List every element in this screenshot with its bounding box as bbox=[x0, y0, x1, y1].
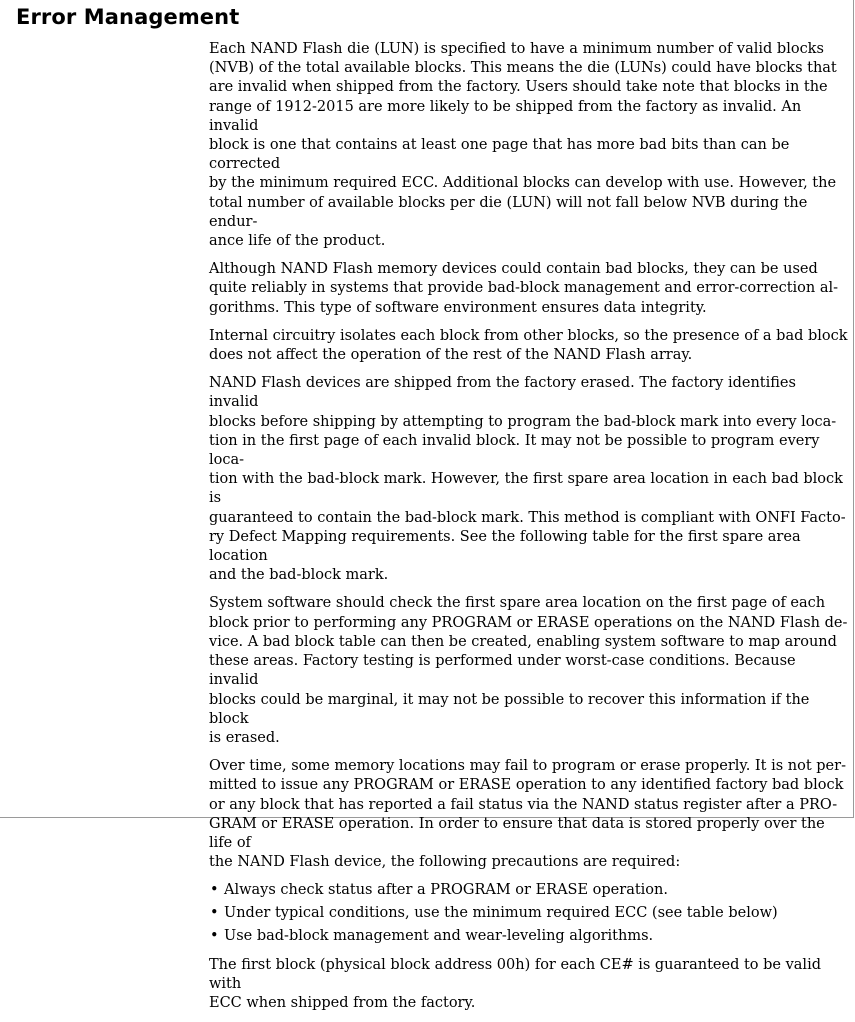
bullet-icon: • bbox=[210, 882, 219, 899]
paragraph-factory-marking: NAND Flash devices are shipped from the factory erased. The factory identifies invalid blocks before shipping by attempting to program the bad-block mark into every loca- tion in the first page of each invalid block. It may not be possible to program every loca- tion with the bad-block mark. However, the first spare area location in each bad block is guaranteed to contain the bad-block mark. This method is compliant with ONFI Facto- ry Defect Mapping requirements. See the following table for the first spare area location and the bad-block mark. bbox=[209, 375, 846, 584]
list-item bbox=[209, 927, 849, 946]
list-item-text: Always check status after a PROGRAM or ERASE operation. bbox=[224, 882, 668, 899]
bullet-icon: • bbox=[210, 928, 219, 945]
paragraph-system-software-check: System software should check the first spare area location on the first page of each block prior to performing any PROGRAM or ERASE operations on the NAND Flash de- vice. A bad block table can then be created, enabling system software to map around these areas. Factory testing is performed under worst-case conditions. Because invalid blocks could be marginal, it may not be possible to recover this information if the block is erased. bbox=[209, 595, 848, 746]
list-item bbox=[209, 881, 849, 900]
paragraph-invalid-blocks: Each NAND Flash die (LUN) is specified to have a minimum number of valid blocks (NVB) of the total available blocks. This means the die (LUNs) could have blocks that are invalid when shipped from the factory. Users should take note that blocks in the range of 1912-2015 are more likely to be shipped from the factory as invalid. An invalid block is one that contains at least one page that has more bad bits than can be corrected by the minimum required ECC. Additional blocks can develop with use. However, the total number of available blocks per die (LUN) will not fall below NVB during the endur- ance life of the product. bbox=[209, 41, 837, 250]
paragraph-bad-block-reliability: Although NAND Flash memory devices could contain bad blocks, they can be used quite reliably in systems that provide bad-block management and error-correction al- gorithms. This type of software environment ensures data integrity. bbox=[209, 261, 839, 316]
paragraph-precautions-intro: Over time, some memory locations may fail to program or erase properly. It is not per- mitted to issue any PROGRAM or ERASE operation to any identified factory bad block or any block that has reported a fail status via the NAND status register after a PRO- GRAM or ERASE operation. In order to ensure that data is stored properly over the life of the NAND Flash device, the following precautions are required: bbox=[209, 758, 846, 871]
paragraph-first-block-guarantee: The first block (physical block address 00h) for each CE# is guaranteed to be valid with ECC when shipped from the factory. bbox=[209, 956, 821, 1011]
section-body bbox=[209, 40, 849, 1022]
list-item bbox=[209, 904, 849, 923]
list-item-text: Use bad-block management and wear-leveling algorithms. bbox=[224, 928, 654, 945]
section-heading: Error Management bbox=[16, 5, 240, 29]
list-item-text: Under typical conditions, use the minimum required ECC (see table below) bbox=[224, 905, 778, 922]
bullet-icon: • bbox=[210, 905, 219, 922]
paragraph-block-isolation: Internal circuitry isolates each block from other blocks, so the presence of a bad block does not affect the operation of the rest of the NAND Flash array. bbox=[209, 327, 848, 364]
precautions-list bbox=[209, 881, 849, 946]
